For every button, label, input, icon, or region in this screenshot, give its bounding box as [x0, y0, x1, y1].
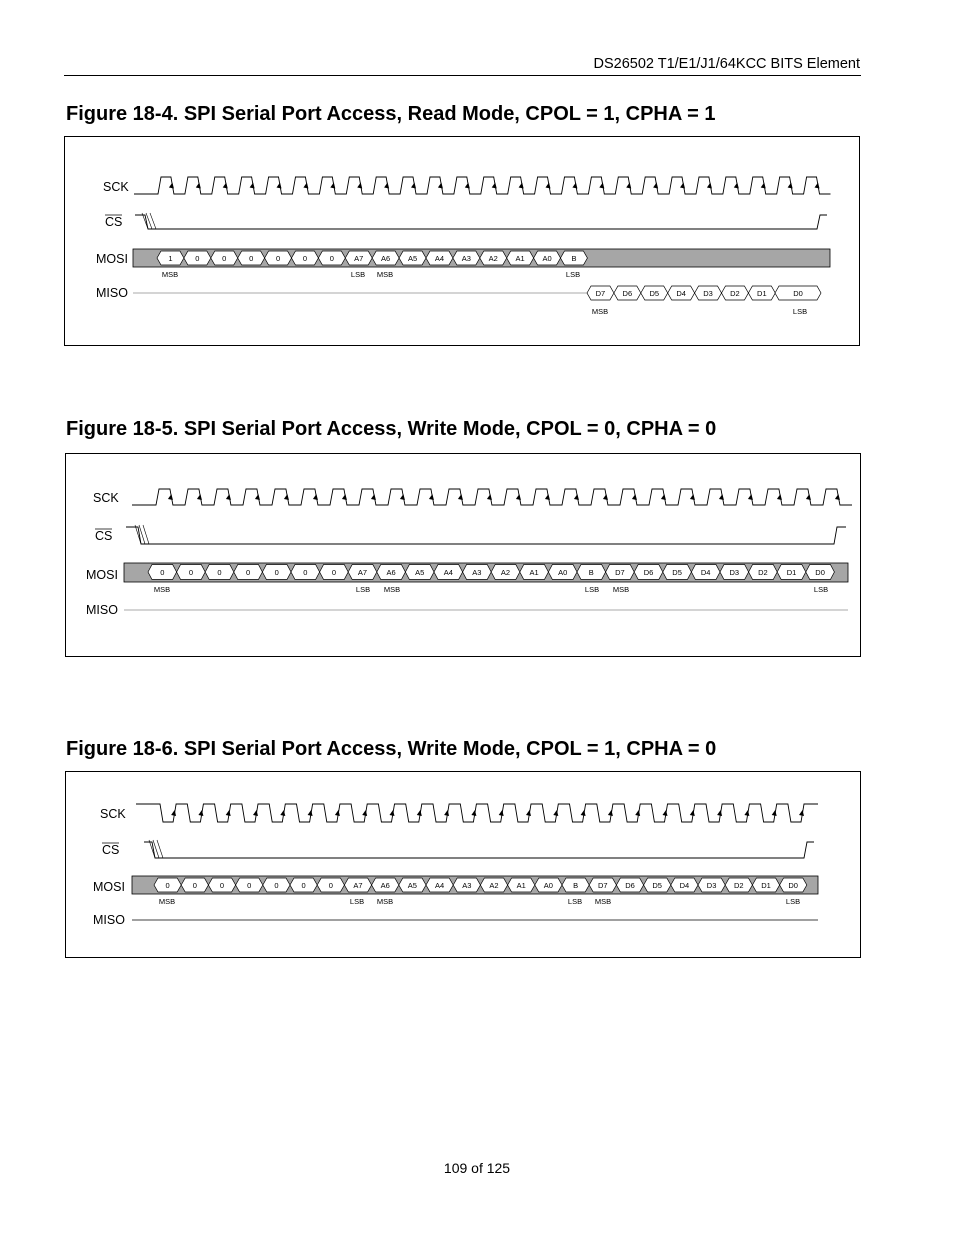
bus-bit-label: A5: [415, 568, 425, 577]
sck-line: [136, 804, 818, 822]
bus-bit-label: 0: [160, 568, 165, 577]
bus-bit-label: A0: [542, 254, 552, 263]
bit-order-mark: MSB: [158, 897, 176, 906]
header-rule: [64, 75, 861, 76]
bus-bit-label: D1: [761, 881, 771, 890]
bus-bit-label: 0: [219, 881, 225, 890]
bus-bit-label: A7: [353, 881, 363, 890]
mosi-label: MOSI: [86, 568, 118, 582]
bus-bit-label: D6: [622, 289, 633, 298]
sck-label: SCK: [100, 807, 126, 821]
figure-18-6-timing-diagram: [65, 771, 861, 958]
cs-label: CS: [95, 529, 113, 543]
bus-bit-label: D7: [595, 289, 606, 298]
bit-order-mark: LSB: [792, 307, 808, 316]
figure-18-5-svg: [66, 454, 862, 658]
bus-bit-label: D0: [815, 568, 825, 577]
figure-18-4-svg: [65, 137, 861, 347]
bus-bit-label: D3: [703, 289, 713, 298]
bit-order-mark: LSB: [355, 585, 371, 594]
mosi-waveform: [133, 249, 830, 279]
mosi-label: MOSI: [96, 252, 128, 266]
cs-line: [135, 215, 827, 229]
miso-label: MISO: [96, 286, 128, 300]
bus-bit-label: D4: [676, 289, 686, 298]
bus-bit-label: A4: [443, 568, 453, 577]
bit-order-mark: MSB: [591, 307, 609, 316]
cs-waveform: [144, 840, 814, 858]
bus-bit-label: D2: [758, 568, 768, 577]
bit-order-mark: LSB: [785, 897, 801, 906]
bit-order-mark: LSB: [349, 897, 365, 906]
bus-bit-label: 0: [274, 881, 279, 890]
bus-bit-label: 0: [328, 881, 333, 890]
bus-bit-label: A2: [488, 254, 498, 263]
sck-waveform: [134, 177, 831, 194]
bit-order-mark: LSB: [567, 897, 583, 906]
bus-bit-label: D2: [734, 881, 744, 890]
sck-label: SCK: [93, 491, 119, 505]
bus-bit-label: A3: [461, 254, 471, 263]
bus-bit-label: 0: [331, 568, 336, 577]
bus-bit-label: 0: [275, 254, 281, 263]
bus-bit-label: 1: [168, 254, 173, 263]
bus-bit-label: A0: [543, 881, 553, 890]
bus-bit-label: A7: [357, 568, 368, 577]
bit-order-mark: LSB: [813, 585, 829, 594]
sck-line: [132, 489, 852, 505]
miso-label: MISO: [86, 603, 118, 617]
cs-line: [144, 842, 814, 858]
bus-bit-label: D4: [700, 568, 711, 577]
bus-bit-label: 0: [192, 881, 197, 890]
bus-bit-label: A6: [386, 568, 396, 577]
bit-order-mark: MSB: [376, 270, 394, 279]
bus-bit-label: A4: [435, 881, 445, 890]
bus-bit-label: B: [571, 254, 577, 263]
bus-bit-label: 0: [165, 881, 170, 890]
bus-bit-label: D1: [786, 568, 797, 577]
bus-bit-label: 0: [246, 568, 251, 577]
figure-18-4-title: Figure 18-4. SPI Serial Port Access, Read Mode, CPOL = 1, CPHA = 1: [66, 103, 716, 125]
bus-bit-label: D0: [788, 881, 798, 890]
bus-bit-label: A5: [407, 881, 417, 890]
figure-18-6-title: Figure 18-6. SPI Serial Port Access, Write Mode, CPOL = 1, CPHA = 0: [66, 738, 717, 760]
bus-bit-label: A3: [462, 881, 472, 890]
cs-waveform: [135, 213, 827, 229]
bus-bit-label: D1: [757, 289, 767, 298]
bus-bit-label: D5: [652, 881, 662, 890]
bus-bit-label: D3: [729, 568, 740, 577]
bit-order-mark: MSB: [594, 897, 612, 906]
miso-waveform: [133, 286, 821, 316]
bus-bit-label: 0: [217, 568, 222, 577]
bus-bit-label: D6: [643, 568, 654, 577]
bit-order-mark: MSB: [376, 897, 394, 906]
bus-bit-label: 0: [274, 568, 279, 577]
bus-bit-label: D7: [615, 568, 625, 577]
figure-18-5-title: Figure 18-5. SPI Serial Port Access, Write Mode, CPOL = 0, CPHA = 0: [66, 418, 717, 440]
figure-18-4-timing-diagram: [64, 136, 860, 346]
bit-order-mark: MSB: [153, 585, 171, 594]
bus-bit-label: 0: [247, 881, 252, 890]
sck-label: SCK: [103, 180, 129, 194]
sck-line: [134, 177, 831, 194]
bus-bit-label: 0: [188, 568, 193, 577]
bit-order-mark: LSB: [584, 585, 600, 594]
page-number: 109 of 125: [443, 1160, 511, 1176]
bus-bit-label: D7: [598, 881, 608, 890]
bus-bit-label: 0: [249, 254, 254, 263]
mosi-label: MOSI: [93, 880, 125, 894]
bit-order-mark: MSB: [383, 585, 401, 594]
bus-bit-label: A7: [354, 254, 364, 263]
mosi-waveform: [124, 563, 848, 594]
bus-bit-label: A2: [489, 881, 499, 890]
cs-label: CS: [105, 215, 123, 229]
bus-bit-label: B: [573, 881, 579, 890]
bus-bit-label: D5: [672, 568, 682, 577]
bit-order-mark: LSB: [565, 270, 581, 279]
bus-bit-label: 0: [222, 254, 227, 263]
sck-waveform: [132, 489, 852, 505]
bus-bit-label: D3: [706, 881, 717, 890]
bus-bit-label: 0: [302, 254, 308, 263]
bus-bit-label: A2: [500, 568, 511, 577]
bus-bit-label: A0: [558, 568, 568, 577]
bus-bit-label: A4: [434, 254, 445, 263]
bit-order-mark: MSB: [612, 585, 630, 594]
bus-bit-label: A1: [515, 254, 525, 263]
bus-bit-label: 0: [195, 254, 200, 263]
mosi-waveform: [132, 876, 818, 906]
cs-waveform: [126, 525, 846, 544]
bus-bit-label: A1: [516, 881, 526, 890]
bus-bit-label: B: [588, 568, 594, 577]
bus-bit-label: A6: [381, 254, 391, 263]
bus-bit-label: A6: [380, 881, 390, 890]
bit-order-mark: MSB: [161, 270, 179, 279]
bus-bit-label: D5: [649, 289, 660, 298]
bit-order-mark: LSB: [350, 270, 366, 279]
cs-label: CS: [102, 843, 120, 857]
bus-bit-label: D6: [625, 881, 635, 890]
bus-bit-label: D0: [793, 289, 803, 298]
bus-bit-label: D4: [679, 881, 690, 890]
figure-18-5-timing-diagram: [65, 453, 861, 657]
bus-bit-label: 0: [301, 881, 306, 890]
bus-bit-label: D2: [730, 289, 740, 298]
miso-label: MISO: [93, 913, 125, 927]
bus-bit-label: A5: [407, 254, 418, 263]
bus-bit-label: 0: [303, 568, 308, 577]
bus-bit-label: 0: [329, 254, 334, 263]
cs-line: [126, 527, 846, 544]
document-header-title: DS26502 T1/E1/J1/64KCC BITS Element: [593, 56, 860, 72]
sck-waveform: [136, 804, 818, 822]
bus-bit-label: A1: [529, 568, 539, 577]
bus-bit-label: A3: [472, 568, 482, 577]
figure-18-6-svg: [66, 772, 862, 959]
